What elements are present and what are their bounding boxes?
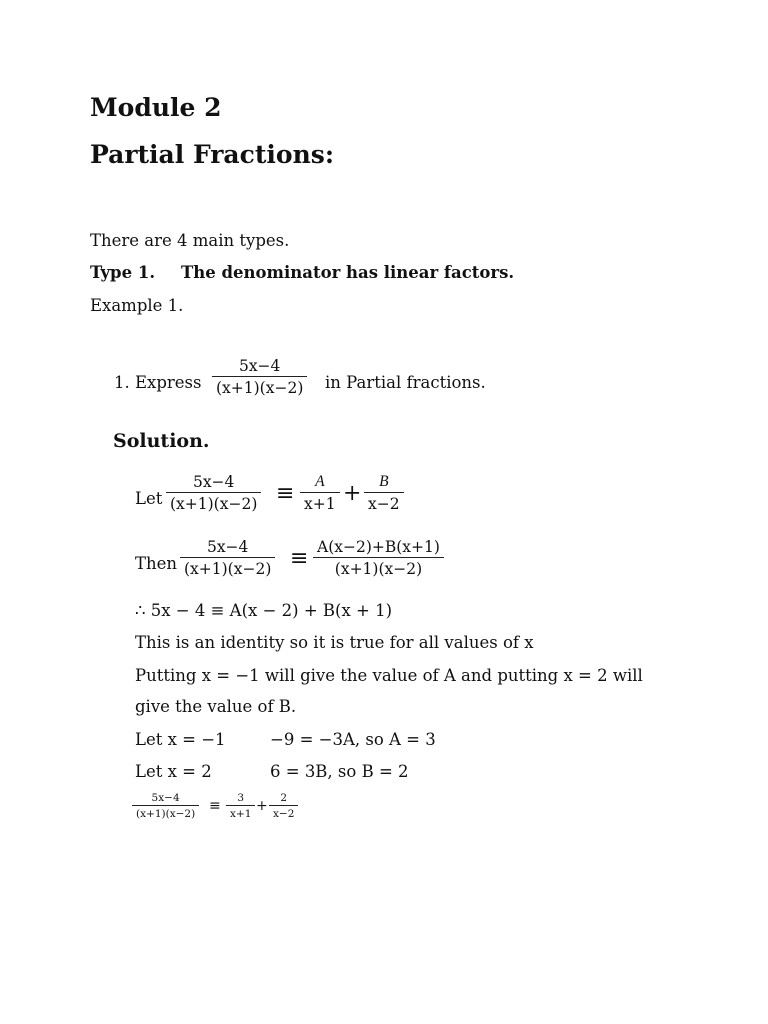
step2-rhs-numerator: A(x−2)+B(x+1) (317, 538, 440, 556)
step1-a-fraction (300, 473, 340, 513)
step1-b-numerator: B (379, 473, 389, 490)
example-label: Example 1. (90, 296, 184, 315)
step1-lhs-fraction (166, 473, 261, 513)
final-a-denominator: x+1 (230, 808, 252, 820)
step2-equiv: ≡ (290, 546, 309, 571)
let-a-left: Let x = −1 (135, 730, 226, 749)
identity-line: This is an identity so it is true for all values of x (135, 633, 534, 652)
step1-equiv: ≡ (276, 481, 295, 506)
question-fraction (212, 357, 307, 397)
step1-a-numerator: A (315, 473, 325, 490)
final-a-numerator: 3 (237, 792, 245, 804)
final-b-numerator: 2 (280, 792, 288, 804)
final-plus: + (256, 798, 268, 814)
step2-rhs-fraction (313, 538, 444, 578)
final-equiv: ≡ (209, 798, 221, 814)
final-lhs-numerator: 5x−4 (151, 792, 180, 804)
step2-lhs-numerator: 5x−4 (206, 538, 249, 556)
final-b-fraction (269, 792, 298, 820)
final-a-fraction (226, 792, 255, 820)
step1-plus: + (343, 481, 362, 506)
step2-rhs-denominator: (x+1)(x−2) (334, 560, 423, 578)
let-a-right: −9 = −3A, so A = 3 (270, 730, 436, 749)
step1-prefix: Let (135, 489, 163, 508)
let-b-left: Let x = 2 (135, 762, 212, 781)
topic-heading: Partial Fractions: (90, 140, 335, 169)
question-suffix: in Partial fractions. (325, 373, 486, 392)
step1-a-denominator: x+1 (304, 495, 336, 513)
let-b-right: 6 = 3B, so B = 2 (270, 762, 409, 781)
question-fraction-denominator: (x+1)(x−2) (216, 379, 304, 397)
type-label: Type 1. (90, 263, 156, 282)
final-lhs-fraction (132, 792, 199, 820)
putting-line-1: Putting x = −1 will give the value of A and putting x = 2 will (135, 666, 643, 685)
step1-lhs-denominator: (x+1)(x−2) (170, 495, 258, 513)
step2-lhs-denominator: (x+1)(x−2) (184, 560, 272, 578)
step3-identity: ∴ 5x − 4 ≡ A(x − 2) + B(x + 1) (135, 601, 393, 620)
putting-line-2: give the value of B. (135, 697, 297, 716)
final-b-denominator: x−2 (273, 808, 295, 820)
step1-b-fraction (364, 473, 404, 513)
solution-label: Solution. (113, 430, 210, 452)
intro-text: There are 4 main types. (90, 231, 290, 250)
module-heading: Module 2 (90, 93, 222, 122)
step2-lhs-fraction (180, 538, 275, 578)
final-lhs-denominator: (x+1)(x−2) (136, 808, 196, 820)
step2-prefix: Then (135, 554, 178, 573)
question-prefix: 1. Express (114, 373, 202, 392)
step1-lhs-numerator: 5x−4 (192, 473, 235, 491)
type-description: The denominator has linear factors. (181, 263, 515, 282)
question-fraction-numerator: 5x−4 (238, 357, 281, 375)
step1-b-denominator: x−2 (368, 495, 400, 513)
